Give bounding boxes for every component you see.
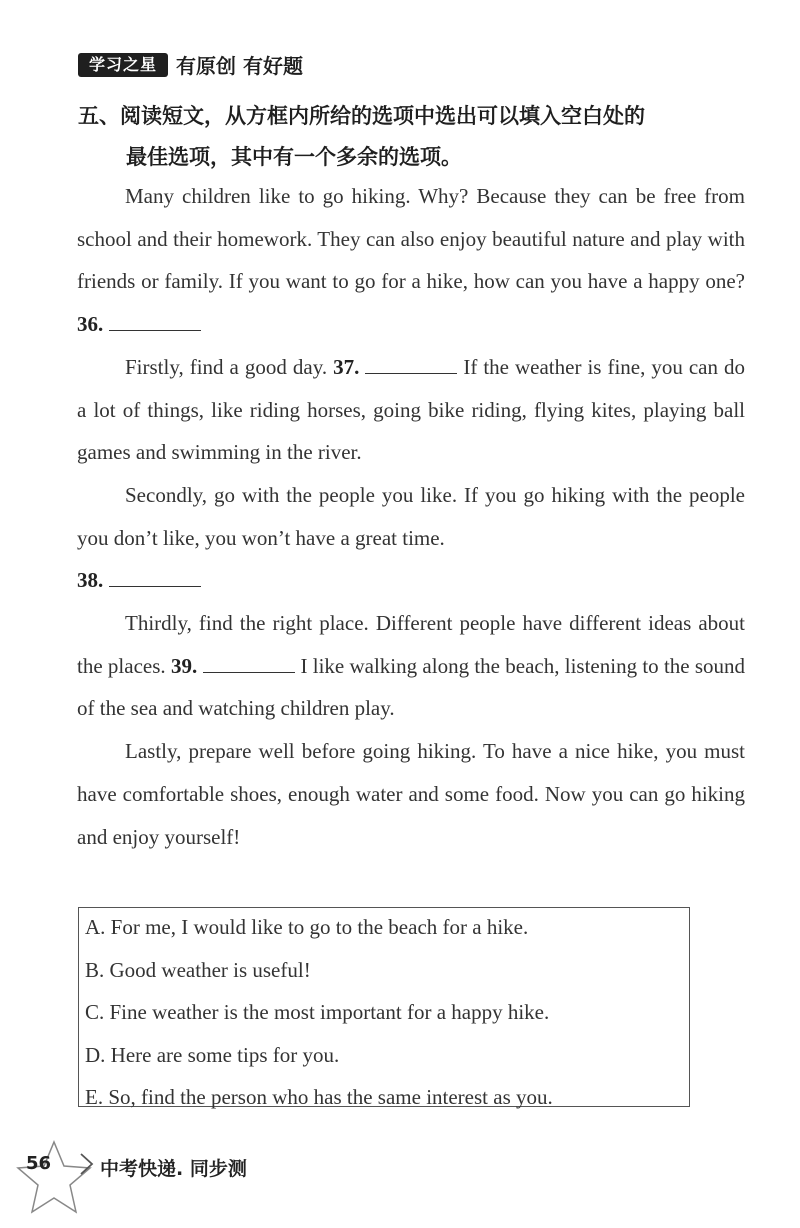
paragraph-3-text: Secondly, go with the people you like. If you go hiking with the people you don’t like, you won’t have a great time. [77, 482, 745, 550]
chevron-right-icon [78, 1151, 96, 1177]
blank-number-38: 38. [77, 568, 104, 593]
paragraph-3-blank-line [77, 559, 745, 602]
option-b: B. Good weather is useful! [85, 957, 311, 982]
blank-number-39: 39. [170, 653, 198, 678]
answer-blank-36[interactable] [109, 312, 201, 331]
option-c: C. Fine weather is the most important for a happy hike. [85, 1000, 550, 1024]
page-number: 56 [26, 1153, 52, 1174]
paragraph-3 [77, 474, 745, 559]
paragraph-4 [77, 602, 745, 730]
instruction-line-1: 五、阅读短文，从方框内所给的选项中选出可以填入空白处的 [78, 104, 645, 128]
paragraph-4-text-a: Thirdly, find the right place. Different people have different ideas about the places. [77, 611, 745, 678]
star-outline-icon [14, 1138, 94, 1218]
option-d: D. Here are some tips for you. [85, 1042, 340, 1067]
paragraph-2-text-a: Firstly, find a good day. [125, 354, 328, 379]
options-box [78, 907, 690, 1107]
blank-number-37: 37. [333, 354, 360, 379]
header-brand [78, 50, 303, 79]
option-e: E. So, find the person who has the same interest as you. [85, 1085, 553, 1109]
paragraph-2-text-b: If the weather is fine, you can do a lot of things, like riding horses, going bike riding, flying kites, playing ball games and swimming in the river. [77, 354, 745, 465]
paragraph-5 [77, 730, 745, 858]
answer-blank-39[interactable] [203, 654, 295, 673]
paragraph-2 [77, 346, 745, 474]
instruction-line-2: 最佳选项，其中有一个多余的选项。 [126, 145, 462, 169]
brand-logo: 学习之星 [78, 53, 168, 77]
reading-passage [77, 175, 745, 858]
paragraph-5-text: Lastly, prepare well before going hiking. To have a nice hike, you must have comfortable shoes, enough water and some food. Now you can go hiking and enjoy yourself! [77, 739, 745, 849]
section-instruction [78, 96, 758, 178]
answer-blank-38[interactable] [109, 568, 201, 587]
paragraph-1 [77, 175, 745, 346]
paragraph-4-text-b: I like walking along the beach, listening to the sound of the sea and watching children play. [77, 653, 746, 721]
paragraph-1-text: Many children like to go hiking. Why? Because they can be free from school and their homework. They can also enjoy beautiful nature and play with friends or family. If you want to go for a hike, how can you have a happy one? [77, 184, 745, 294]
blank-number-36: 36. [77, 312, 104, 337]
brand-slogan: 有原创 有好题 [176, 54, 303, 78]
answer-blank-37[interactable] [365, 355, 457, 374]
footer-series-title: 中考快递. 同步测 [100, 1158, 247, 1180]
option-a: A. For me, I would like to go to the beach for a hike. [85, 915, 529, 939]
